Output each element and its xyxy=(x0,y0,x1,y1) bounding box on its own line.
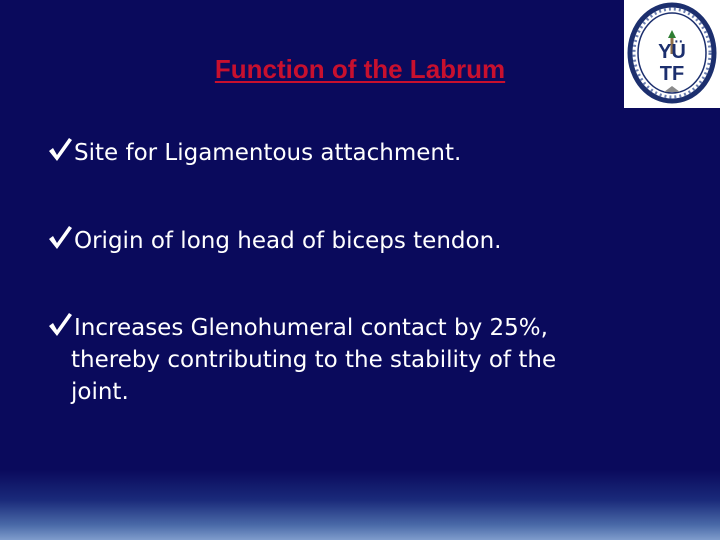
bullet-text-continued: joint. xyxy=(71,379,129,405)
slide-title xyxy=(0,52,720,86)
logo-line2: TF xyxy=(659,63,685,85)
bullet-item xyxy=(47,136,667,169)
checkmark-icon xyxy=(47,136,73,162)
checkmark-icon xyxy=(47,311,73,337)
bullet-text: Increases Glenohumeral contact by 25%, xyxy=(74,315,548,341)
bullet-text: Site for Ligamentous attachment. xyxy=(74,140,462,166)
bullet-item xyxy=(47,224,667,257)
checkmark-icon xyxy=(47,224,73,250)
bullet-item xyxy=(47,311,667,408)
slide-title-text: Function of the Labrum xyxy=(214,54,506,84)
bullet-text-continued: thereby contributing to the stability of the xyxy=(71,347,557,373)
logo-line1: YÜ xyxy=(658,41,686,63)
bullet-text: Origin of long head of biceps tendon. xyxy=(74,228,502,254)
